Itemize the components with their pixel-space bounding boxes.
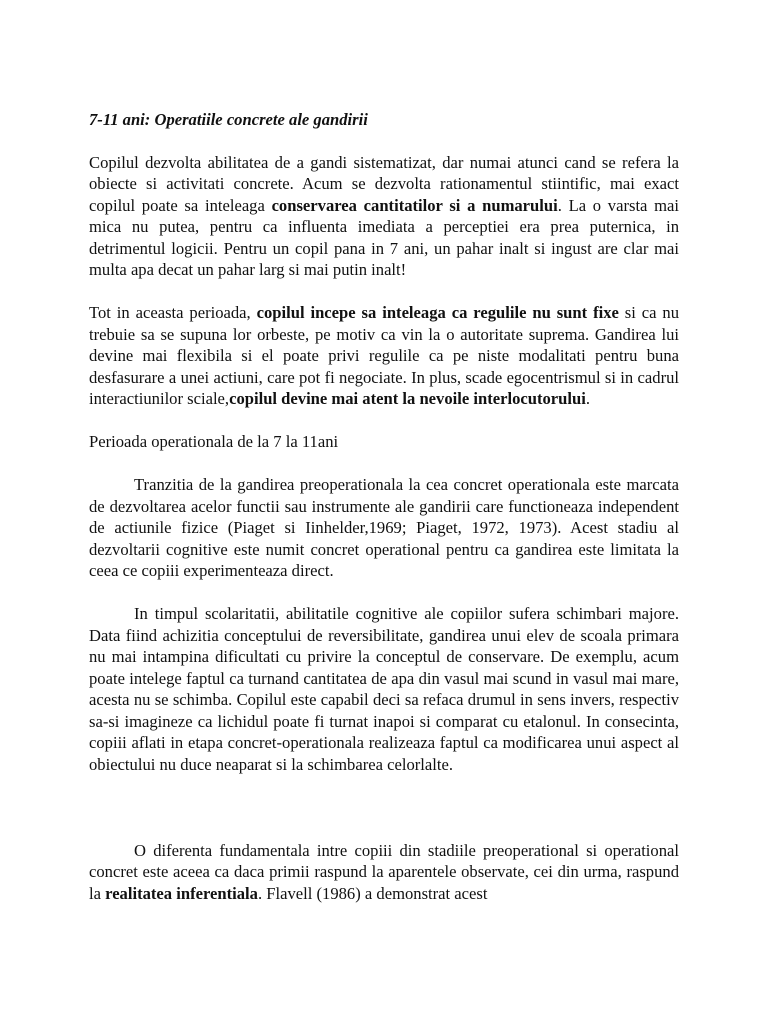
paragraph-5-bold-inferential: realitatea inferentiala	[105, 883, 258, 903]
blank-space	[89, 797, 679, 840]
subheading: Perioada operationala de la 7 la 11ani	[89, 432, 339, 451]
paragraph-1-text-a: Copilul dezvolta abilitatea de a gandi sistematizat, dar numai atunci cand se refera la obiecte si activitati concrete. Acum se dezvolta rationamentul stiintific, mai exact copilul poate sa inteleaga	[89, 152, 679, 215]
section-heading: 7-11 ani: Operatiile concrete ale gandirii	[89, 110, 368, 129]
paragraph-1-text-c: . La o varsta mai mica nu putea, pentru ca influenta imediata a perceptiei era prea puternica, in detrimentul logicii. Pentru un copil pana in 7 ani, un pahar inalt si ingust are clar mai multa apa decat un pahar larg si mai putin inalt!	[89, 195, 680, 279]
paragraph-5-text-a: O diferenta fundamentala intre copiii din stadiile preoperational si operational concret este aceea ca daca primii raspund la aparentele observate, cei din urma, raspund la	[89, 840, 679, 903]
paragraph-1-bold-conservation: conservarea cantitatilor si a numarului	[271, 195, 558, 215]
document-page	[89, 109, 679, 926]
paragraph-2-bold-attentive: copilul devine mai atent la nevoile interlocutorului	[229, 389, 586, 408]
paragraph-2-bold-rules: copilul incepe sa inteleaga ca regulile nu sunt fixe	[256, 303, 619, 322]
paragraph-2-text-e: .	[585, 389, 590, 408]
paragraph-2-text-a: Tot in aceasta perioada,	[89, 303, 257, 322]
paragraph-2	[89, 302, 679, 410]
paragraph-1	[89, 152, 679, 281]
paragraph-2-text-c: si ca nu trebuie sa se supuna lor orbeste, pe motiv ca vin la o autoritate suprema. Gandirea lui devine mai flexibila si el poate privi regulile ca pe niste modalitati pentru buna desfasurare a unei actiuni, care pot fi negociate. In plus, scade egocentrismul si in cadrul interactiunilor sciale,	[89, 303, 679, 408]
paragraph-5-text-c: . Flavell (1986) a demonstrat acest	[257, 883, 488, 903]
paragraph-4: In timpul scolaritatii, abilitatile cognitive ale copiilor sufera schimbari majore. Data fiind achizitia conceptului de reversibilitate, gandirea unui elev de scoala primara nu mai intampina dificultati cu privire la conceptul de conservare. De exemplu, acum poate intelege faptul ca turnand cantitatea de apa din vasul mai scund in vasul mai mare, acesta nu se schimba. Copilul este capabil deci sa refaca drumul in sens invers, respectiv sa-si imagineze ca lichidul poate fi turnat inapoi si comparat cu etalonul. In consecinta, copiii aflati in etapa concret-operationala realizeaza faptul ca modificarea unui aspect al obiectului nu duce neaparat si la schimbarea celorlalte.	[89, 604, 679, 774]
paragraph-5	[89, 840, 679, 905]
paragraph-3: Tranzitia de la gandirea preoperationala la cea concret operationala este marcata de dezvoltarea acelor functii sau instrumente ale gandirii care functioneaza independent de actiunile fizice (Piaget si Iinhelder,1969; Piaget, 1972, 1973). Acest stadiu al dezvoltarii cognitive este numit concret operational pentru ca gandirea este limitata la ceea ce copiii experimenteaza direct.	[89, 475, 679, 580]
